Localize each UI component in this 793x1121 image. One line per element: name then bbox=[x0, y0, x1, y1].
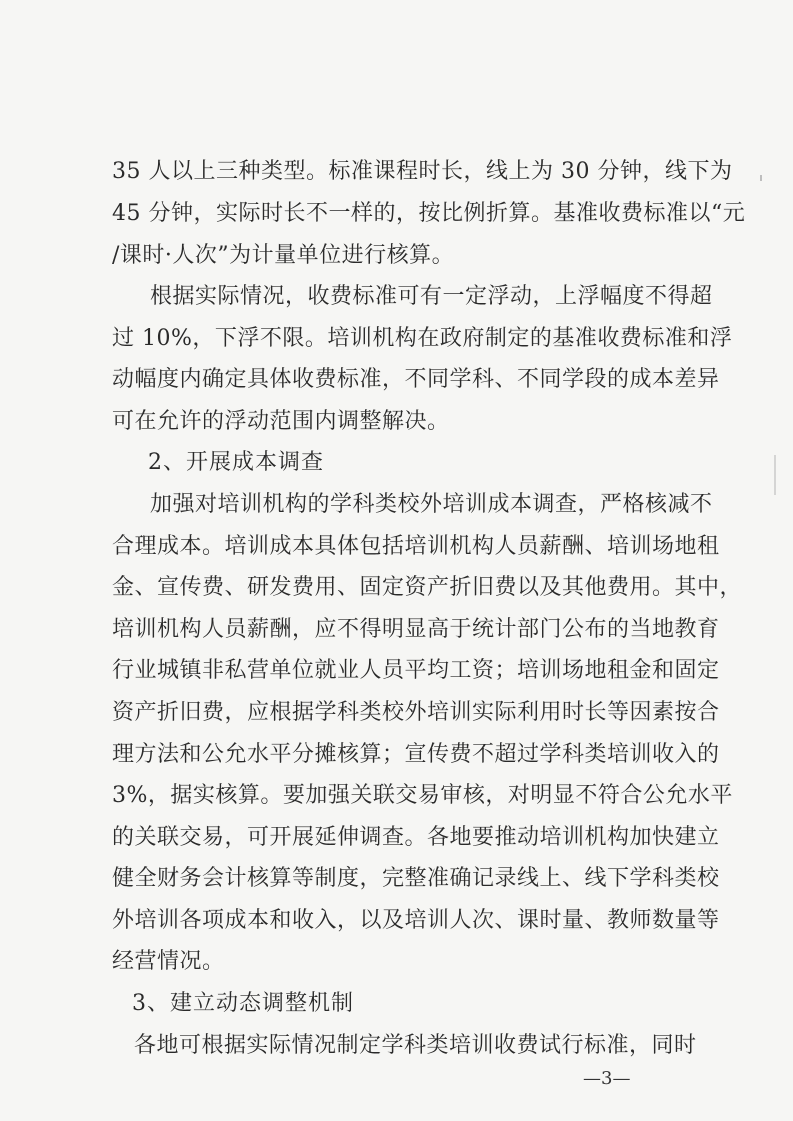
body-line-13: 行业城镇非私营单位就业人员平均工资；培训场地租金和固定 bbox=[112, 658, 720, 683]
body-line-14: 资产折旧费，应根据学科类校外培训实际利用时长等因素按合 bbox=[112, 700, 720, 725]
body-line-16: 3%，据实核算。要加强关联交易审核，对明显不符合公允水平 bbox=[112, 783, 733, 808]
body-line-3: /课时·人次”为计量单位进行核算。 bbox=[112, 243, 455, 268]
body-line-19: 外培训各项成本和收入，以及培训人次、课时量、教师数量等 bbox=[112, 908, 720, 933]
paragraph-start-line: 根据实际情况，收费标准可有一定浮动，上浮幅度不得超 bbox=[150, 284, 713, 309]
body-line-5: 过 10%，下浮不限。培训机构在政府制定的基准收费标准和浮 bbox=[112, 326, 733, 351]
section-heading-2: 2、开展成本调查 bbox=[148, 450, 324, 475]
section-heading-3: 3、建立动态调整机制 bbox=[132, 991, 354, 1016]
body-line-20: 经营情况。 bbox=[112, 949, 225, 974]
scan-mark bbox=[760, 175, 762, 181]
paragraph-start-line: 加强对培训机构的学科类校外培训成本调查，严格核减不 bbox=[150, 492, 713, 517]
scan-mark bbox=[774, 455, 776, 495]
body-line-7: 可在允许的浮动范围内调整解决。 bbox=[112, 409, 450, 434]
body-line-17: 的关联交易，可开展延伸调查。各地要推动培训机构加快建立 bbox=[112, 825, 720, 850]
body-line-18: 健全财务会计核算等制度，完整准确记录线上、线下学科类校 bbox=[112, 866, 720, 891]
page-number: —3— bbox=[583, 1068, 631, 1089]
body-line-11: 金、宣传费、研发费用、固定资产折旧费以及其他费用。其中， bbox=[112, 575, 743, 600]
body-line-2: 45 分钟，实际时长不一样的，按比例折算。基准收费标准以“元 bbox=[112, 201, 746, 226]
body-line-15: 理方法和公允水平分摊核算；宣传费不超过学科类培训收入的 bbox=[112, 742, 720, 767]
body-line-10: 合理成本。培训成本具体包括培训机构人员薪酬、培训场地租 bbox=[112, 534, 720, 559]
body-line-12: 培训机构人员薪酬，应不得明显高于统计部门公布的当地教育 bbox=[112, 617, 720, 642]
body-line-6: 动幅度内确定具体收费标准，不同学科、不同学段的成本差异 bbox=[112, 367, 720, 392]
body-line-1: 35 人以上三种类型。标准课程时长，线上为 30 分钟，线下为 bbox=[112, 159, 733, 184]
paragraph-start-line: 各地可根据实际情况制定学科类培训收费试行标准，同时 bbox=[134, 1033, 697, 1058]
